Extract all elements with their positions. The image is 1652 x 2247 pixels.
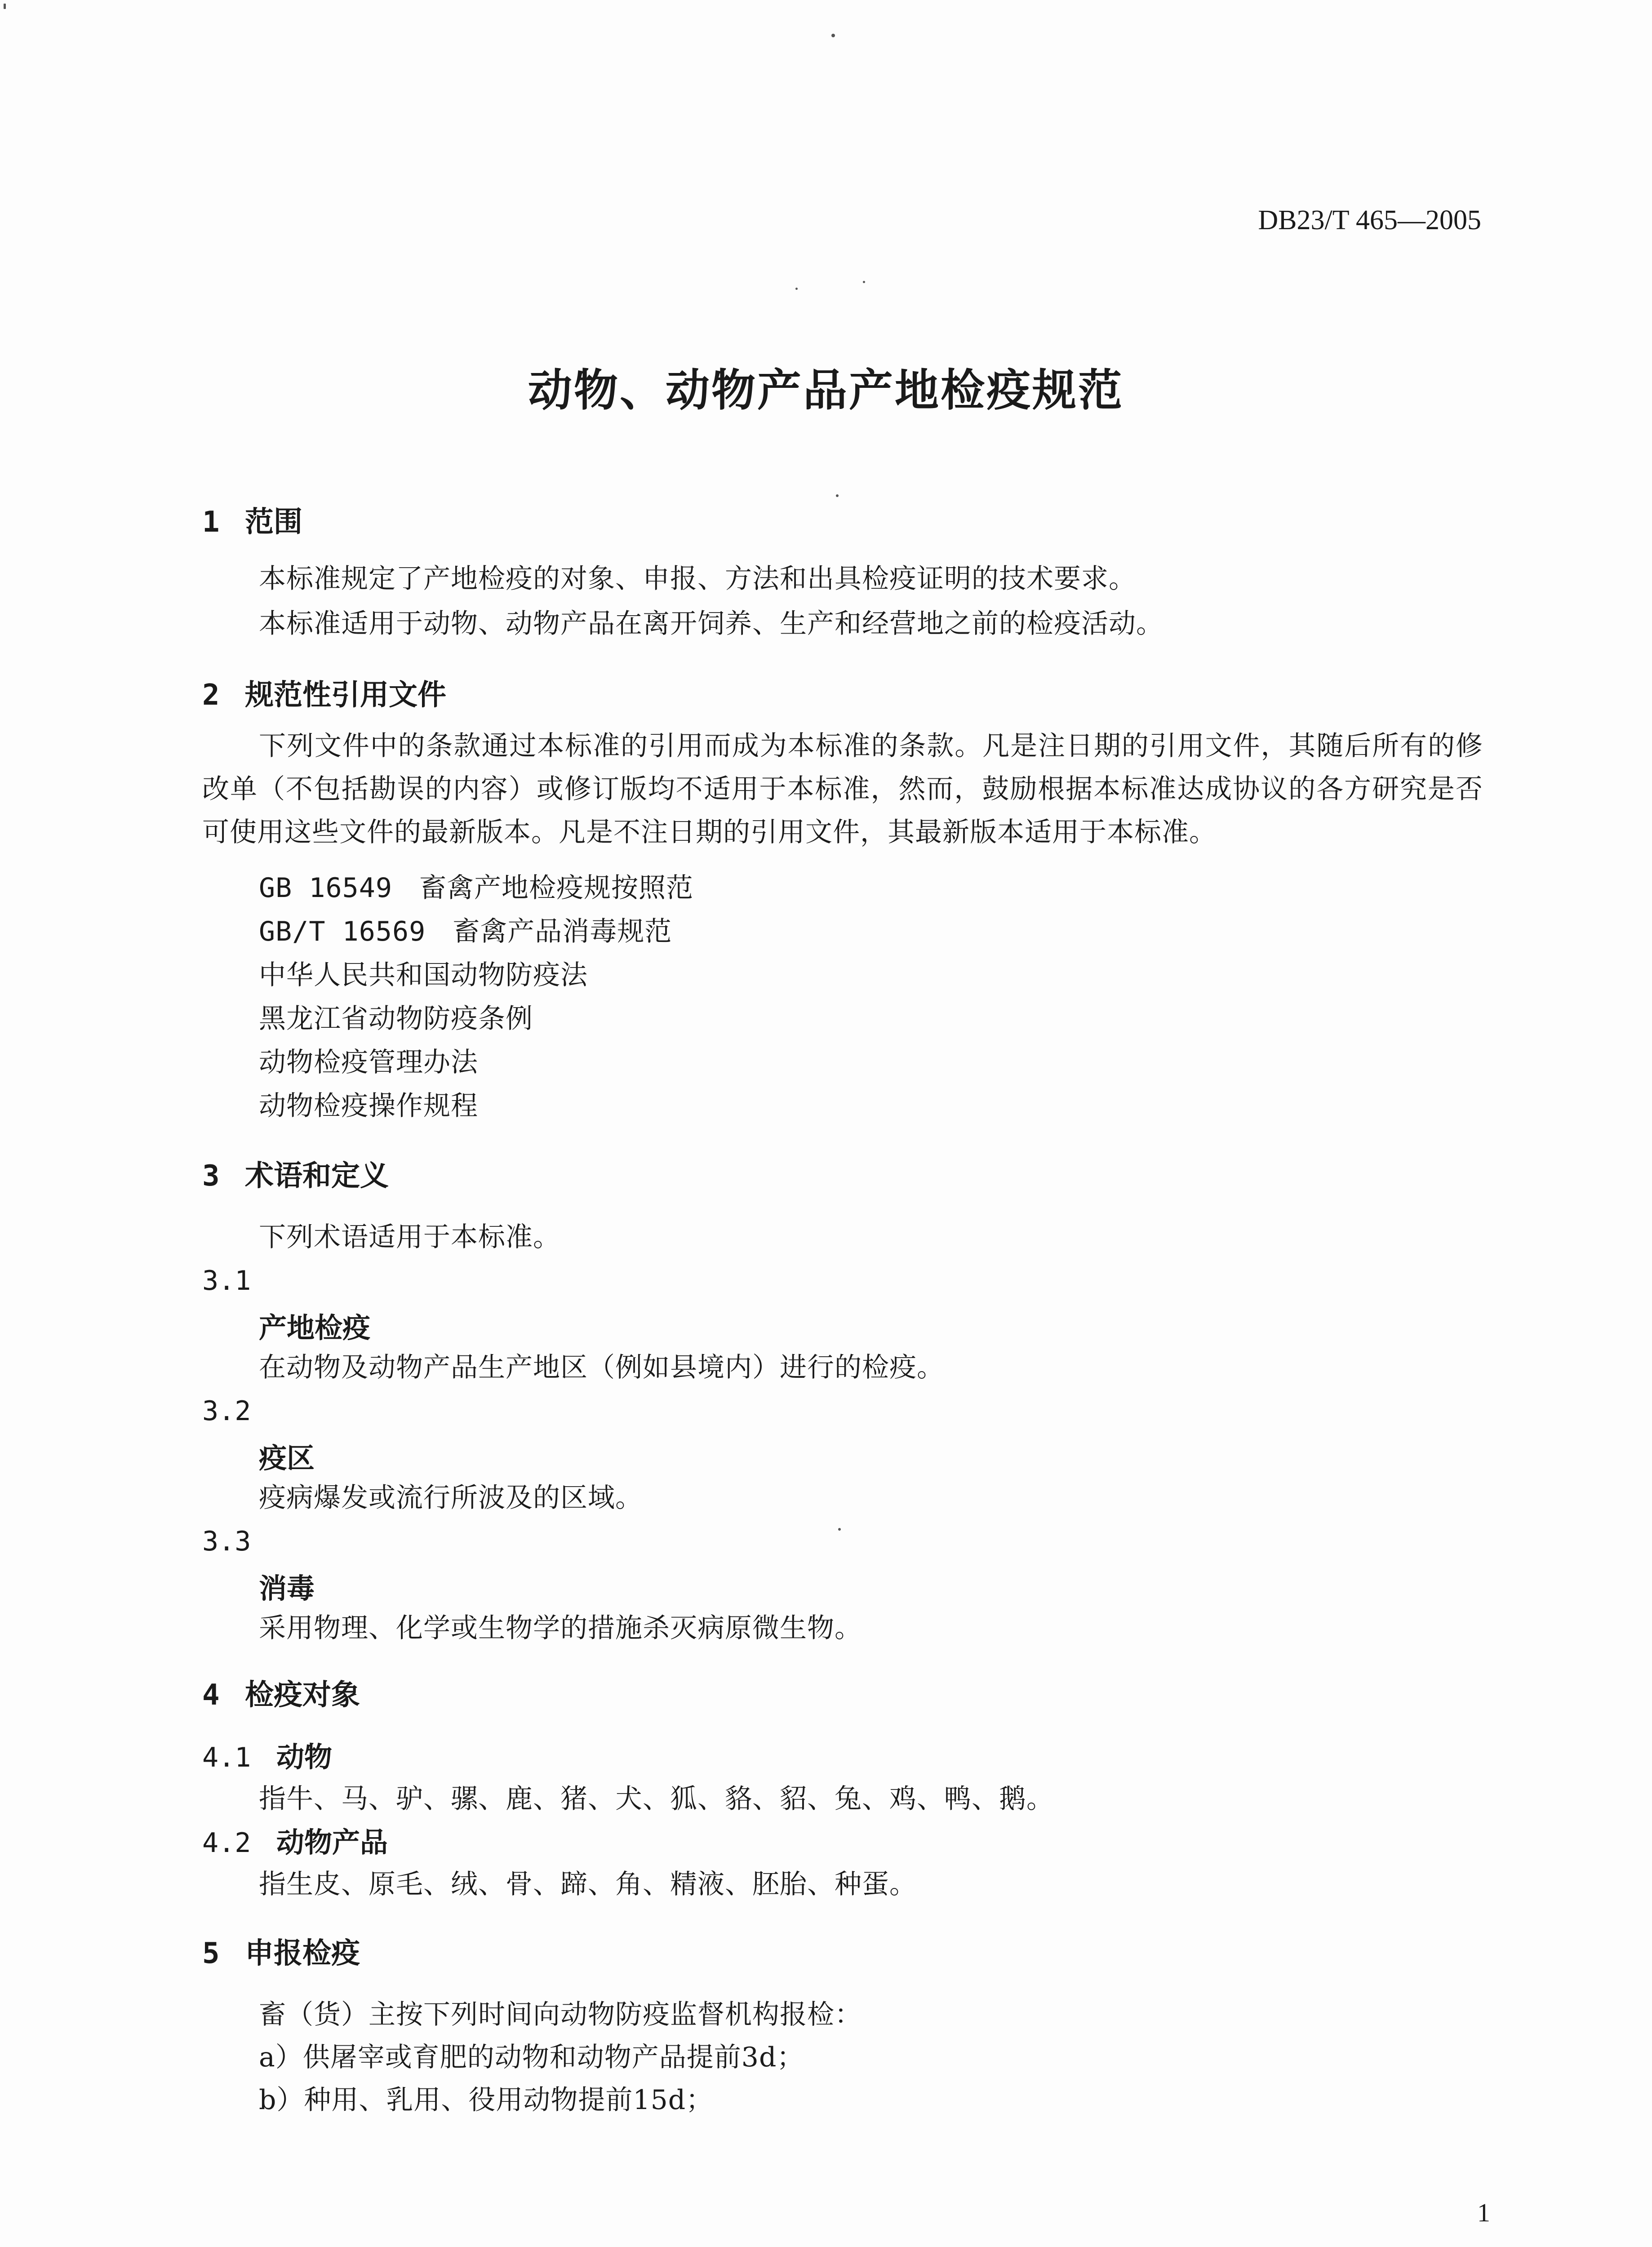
reference-code: GB 16549 (259, 872, 392, 904)
section-title: 申报检疫 (245, 1937, 360, 1970)
section-number: 3 (202, 1159, 220, 1193)
paragraph: 下列文件中的条款通过本标准的引用而成为本标准的条款。凡是注日期的引用文件，其随后所有的修改单（不包括勘误的内容）或修订版均不适用于本标准，然而，鼓励根据本标准达成协议的各方研究是否可使用这些文件的最新版本。凡是不注日期的引用文件，其最新版本适用于本标准。 (202, 730, 1483, 848)
paragraph: 指生皮、原毛、绒、骨、蹄、角、精液、胚胎、种蛋。 (259, 1869, 917, 1900)
paragraph: 下列术语适用于本标准。 (259, 1221, 560, 1253)
scan-speck (795, 288, 798, 290)
reference-item: 动物检疫操作规程 (259, 1090, 478, 1122)
section-heading-3 (202, 1153, 389, 1194)
reference-item: 黑龙江省动物防疫条例 (259, 1003, 533, 1035)
subsection-title: 动物产品 (276, 1826, 388, 1859)
section-number: 5 (202, 1937, 220, 1970)
section-title: 检疫对象 (245, 1679, 360, 1712)
reference-name: 畜禽产地检疫规按照范 (419, 872, 693, 904)
paragraph: 本标准适用于动物、动物产品在离开饲养、生产和经营地之前的检疫活动。 (259, 608, 1164, 639)
document-title: 动物、动物产品产地检疫规范 (528, 365, 1124, 416)
scan-speck (838, 1528, 841, 1531)
standard-code: DB23/T 465—2005 (1258, 205, 1481, 235)
scan-speck (831, 34, 835, 37)
reference-item: 动物检疫管理办法 (259, 1047, 478, 1078)
term-name: 疫区 (259, 1442, 315, 1474)
section-heading-5 (202, 1930, 360, 1972)
term-definition: 疫病爆发或流行所波及的区域。 (259, 1482, 643, 1514)
reference-code: GB/T 16569 (259, 916, 426, 947)
paragraph: 指牛、马、驴、骡、鹿、猪、犬、狐、貉、貂、兔、鸡、鸭、鹅。 (259, 1783, 1054, 1815)
subsection-title: 动物 (276, 1741, 333, 1773)
paragraph: 畜（货）主按下列时间向动物防疫监督机构报检： (259, 1999, 862, 2030)
section-number: 1 (202, 506, 220, 539)
section-title: 规范性引用文件 (245, 679, 446, 712)
term-name: 产地检疫 (259, 1311, 371, 1344)
term-definition: 在动物及动物产品生产地区（例如县境内）进行的检疫。 (259, 1352, 944, 1383)
term-definition: 采用物理、化学或生物学的措施杀灭病原微生物。 (259, 1612, 862, 1644)
term-number: 3.2 (202, 1395, 251, 1427)
section-number: 4 (202, 1679, 220, 1712)
page-number: 1 (1477, 2198, 1490, 2227)
paragraph: 本标准规定了产地检疫的对象、申报、方法和出具检疫证明的技术要求。 (259, 563, 1136, 595)
reference-name: 畜禽产品消毒规范 (453, 916, 672, 947)
section-number: 2 (202, 679, 220, 712)
subsection-heading (202, 1735, 332, 1775)
normative-references-paragraph (202, 724, 1483, 854)
term-number: 3.3 (202, 1526, 251, 1557)
scan-speck (863, 281, 865, 283)
section-title: 术语和定义 (245, 1159, 389, 1193)
term-name: 消毒 (259, 1572, 315, 1605)
subsection-number: 4.2 (202, 1827, 251, 1859)
subsection-heading (202, 1820, 388, 1860)
subsection-number: 4.1 (202, 1742, 251, 1773)
reference-item (259, 910, 672, 949)
section-heading-1 (202, 499, 302, 540)
reference-item: 中华人民共和国动物防疫法 (259, 959, 588, 991)
list-item: b）种用、乳用、役用动物提前15d； (259, 2084, 714, 2116)
reference-item (259, 866, 693, 905)
term-number: 3.1 (202, 1265, 251, 1297)
section-heading-2 (202, 672, 446, 713)
scan-speck (836, 494, 839, 497)
section-heading-4 (202, 1672, 360, 1713)
section-title: 范围 (245, 506, 302, 539)
list-item: a）供屠宰或育肥的动物和动物产品提前3d； (259, 2042, 804, 2073)
scan-speck (4, 4, 6, 9)
